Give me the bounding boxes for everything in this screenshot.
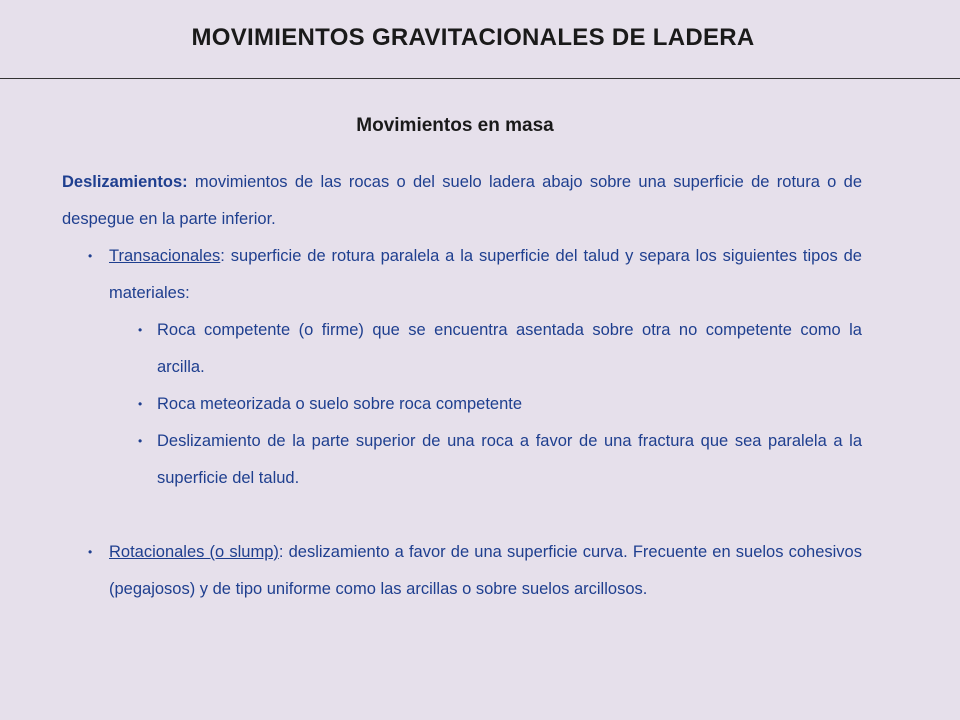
bullet-text: : deslizamiento a favor de una superficie curva. Frecuente en suelos cohesivos (pegajosos) y de tipo uniforme como las arcillas o sobre suelos arcillosos.	[109, 543, 862, 598]
bullet-dot-icon: •	[88, 545, 93, 559]
title-divider	[0, 78, 960, 79]
intro-paragraph	[62, 164, 862, 238]
bullet-term: Rotacionales (o slump)	[109, 543, 279, 561]
bullet-text: : superficie de rotura paralela a la superficie del talud y separa los siguientes tipos de materiales:	[109, 247, 862, 302]
bullet-term: Transacionales	[109, 247, 221, 265]
intro-term: Deslizamientos:	[62, 173, 188, 191]
subbullet-roca-meteorizada	[62, 386, 862, 423]
bullet-text: Deslizamiento de la parte superior de una roca a favor de una fractura que sea paralela a la superficie del talud.	[157, 432, 862, 487]
bullet-rotacionales	[62, 534, 862, 608]
intro-text: movimientos de las rocas o del suelo ladera abajo sobre una superficie de rotura o de despegue en la parte inferior.	[62, 173, 862, 228]
spacer	[62, 497, 862, 534]
bullet-text: Roca competente (o firme) que se encuentra asentada sobre otra no competente como la arcilla.	[157, 321, 862, 376]
bullet-text: Roca meteorizada o suelo sobre roca competente	[157, 395, 523, 413]
bullet-transacionales	[62, 238, 862, 312]
subbullet-roca-competente	[62, 312, 862, 386]
bullet-dot-icon: •	[88, 249, 93, 263]
slide-subtitle: Movimientos en masa	[356, 115, 554, 136]
subbullet-deslizamiento-fractura	[62, 423, 862, 497]
bullet-dot-icon: •	[138, 323, 143, 337]
slide-body	[62, 164, 862, 608]
slide-title: MOVIMIENTOS GRAVITACIONALES DE LADERA	[191, 24, 755, 51]
bullet-dot-icon: •	[138, 397, 143, 411]
bullet-dot-icon: •	[138, 434, 143, 448]
